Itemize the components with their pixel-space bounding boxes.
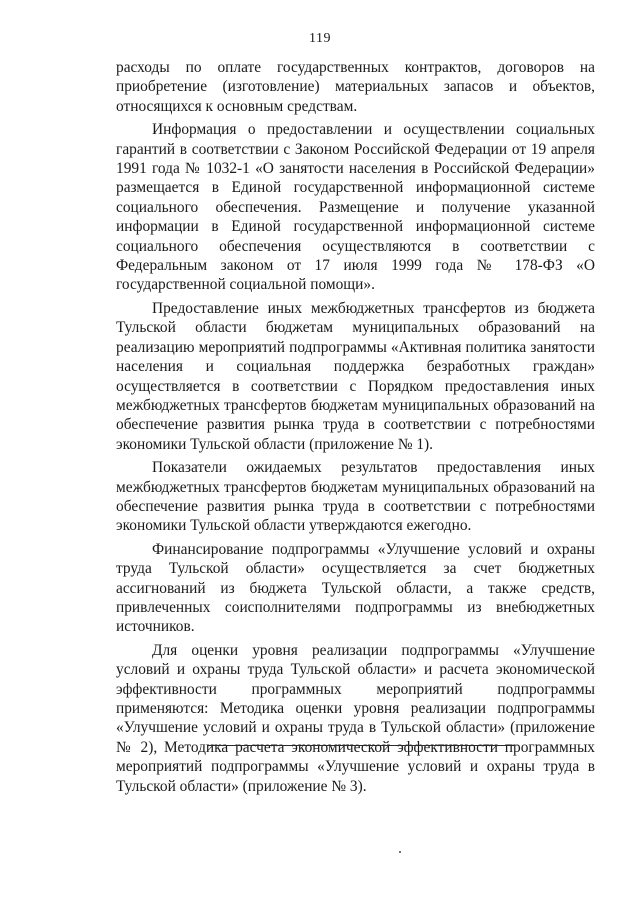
paragraph-interbudget-transfers: Предоставление иных межбюджетных трансфертов из бюджета Тульской области бюджетам муниципальных образований на реализацию мероприятий подпрограммы «Активная политика занятости населения и социальная поддержка безработных граждан» осуществляется в соответствии с Порядком предоставления иных межбюджетных трансфертов бюджетам муниципальных образований на обеспечение развития рынка труда в соответствии с потребностями экономики Тульской области (приложение № 1). (116, 299, 595, 453)
paragraph-expected-results: Показатели ожидаемых результатов предоставления иных межбюджетных трансфертов бюджетам муниципальных образований на обеспечение развития рынка труда в соответствии с потребностями экономики Тульской области утверждаются ежегодно. (116, 459, 595, 535)
document-body (116, 58, 595, 800)
paragraph-social-guarantees: Информация о предоставлении и осуществлении социальных гарантий в соответствии с Законом Российской Федерации от 19 апреля 1991 года № 1032-1 «О занятости населения в Российской Федерации» размещается в Единой государственной информационной системе социального обеспечения. Размещение и получение указанной информации в Единой государственной информационной системе социального обеспечения осуществляются в соответствии с Федеральным законом от 17 июля 1999 года № 178-ФЗ «О государственной социальной помощи». (116, 121, 595, 294)
paragraph-continuation: расходы по оплате государственных контрактов, договоров на приобретение (изготовление) материальных запасов и объектов, относящихся к основным средствам. (116, 59, 595, 115)
separator-line (207, 745, 514, 746)
paragraph-assessment-methods: Для оценки уровня реализации подпрограммы «Улучшение условий и охраны труда Тульской области» и расчета экономической эффективности программных мероприятий подпрограммы применяются: Методика оценки уровня реализации подпрограммы «Улучшение условий и охраны труда в Тульской области» (приложение № 2), Методика расчета экономической эффективности программных мероприятий подпрограммы «Улучшение условий и охраны труда в Тульской области» (приложение № 3). (116, 641, 595, 795)
paragraph-financing: Финансирование подпрограммы «Улучшение условий и охраны труда Тульской области» осуществляется за счет бюджетных ассигнований из бюджета Тульской области, а также средств, привлеченных соисполнителями подпрограммы из внебюджетных источников. (116, 540, 595, 636)
scan-speck (399, 851, 401, 853)
page-number: 119 (309, 31, 331, 46)
